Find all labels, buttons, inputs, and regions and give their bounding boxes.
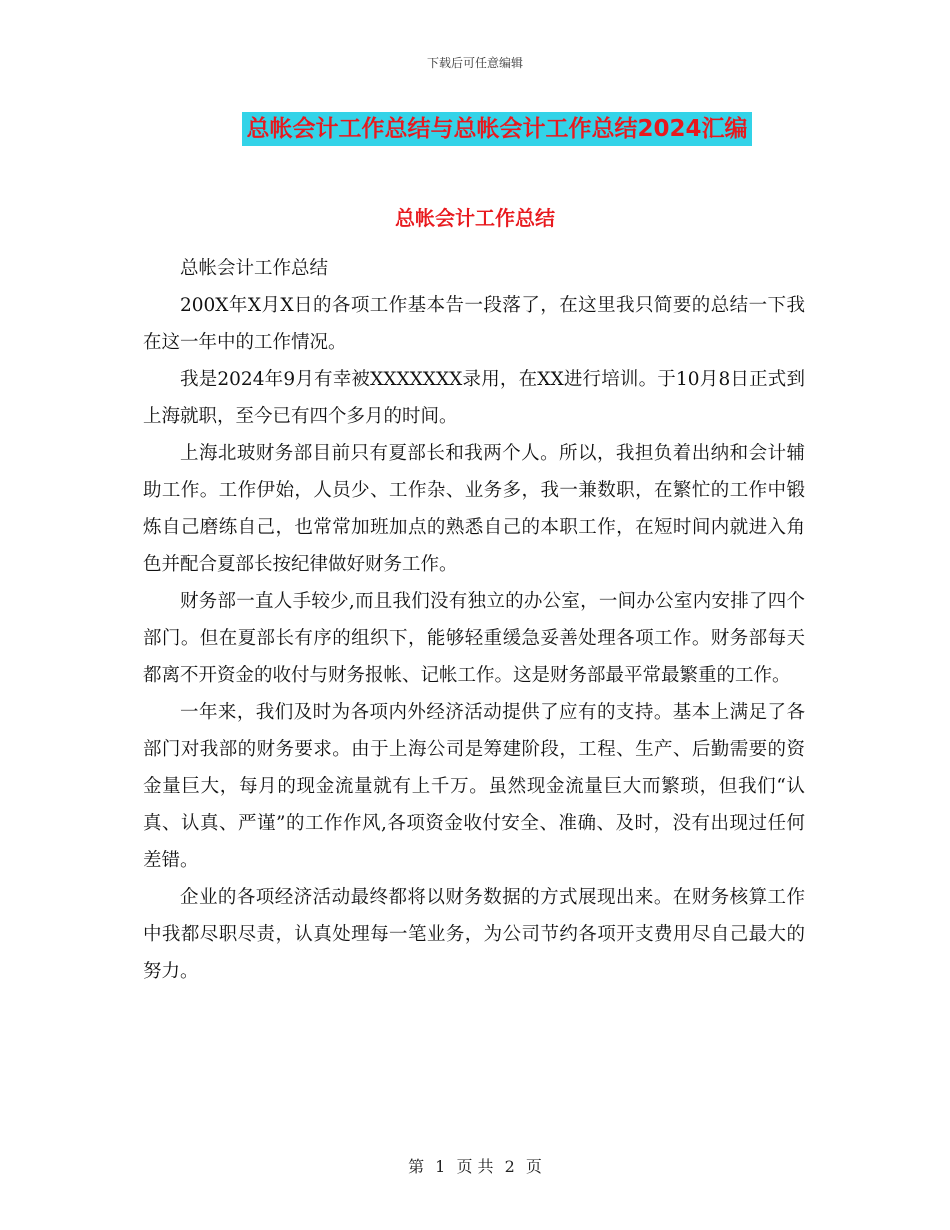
paragraph: 200X年X月X日的各项工作基本告一段落了，在这里我只简要的总结一下我在这一年中的工作情况。 [143,295,805,353]
current-page-number: 1 [435,1157,446,1176]
paragraph: 总帐会计工作总结 [180,258,329,279]
page-mid: 页 共 [456,1157,494,1176]
page-prefix: 第 [408,1157,425,1176]
main-title-wrap [0,112,950,146]
main-title: 总帐会计工作总结与总帐会计工作总结2024汇编 [242,112,751,146]
section-title: 总帐会计工作总结 [395,206,555,230]
paragraph: 一年来，我们及时为各项内外经济活动提供了应有的支持。基本上满足了各部门对我部的财务要求。由于上海公司是筹建阶段，工程、生产、后勤需要的资金量巨大，每月的现金流量就有上千万。虽然现金流量巨大而繁琐，但我们“认真、认真、严谨”的工作作风,各项资金收付安全、准确、及时，没有出现过任何差错。 [143,702,805,871]
paragraph: 财务部一直人手较少,而且我们没有独立的办公室，一间办公室内安排了四个部门。但在夏部长有序的组织下，能够轻重缓急妥善处理各项工作。财务部每天都离不开资金的收付与财务报帐、记帐工作。这是财务部最平常最繁重的工作。 [143,591,805,686]
total-pages-number: 2 [504,1157,515,1176]
page-suffix: 页 [525,1157,542,1176]
paragraph: 我是2024年9月有幸被XXXXXXX录用，在XX进行培训。于10月8日正式到上海就职，至今已有四个多月的时间。 [143,369,805,427]
paragraph: 企业的各项经济活动最终都将以财务数据的方式展现出来。在财务核算工作中我都尽职尽责，认真处理每一笔业务，为公司节约各项开支费用尽自己最大的努力。 [143,887,805,982]
paragraph: 上海北玻财务部目前只有夏部长和我两个人。所以，我担负着出纳和会计辅助工作。工作伊始，人员少、工作杂、业务多，我一兼数职，在繁忙的工作中锻炼自己磨练自己，也常常加班加点的熟悉自己的本职工作，在短时间内就进入角色并配合夏部长按纪律做好财务工作。 [143,443,805,575]
document-body [143,250,805,990]
page-footer [0,1154,950,1177]
header-note: 下载后可任意编辑 [426,56,523,70]
